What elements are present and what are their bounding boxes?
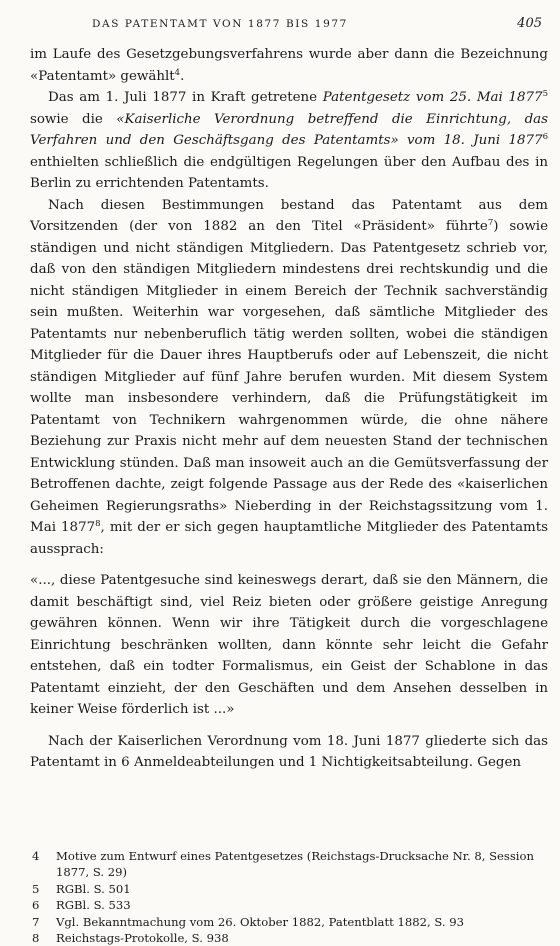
block-quote: «..., diese Patentgesuche sind keineswegs derart, daß sie den Männern, die damit beschäftigt sind, viel Reiz bieten oder größere geistige Anregung gewähren können. Wenn wir ihre Tätigkeit durch die vorgeschlagene Einrichtung beschränken wollten, dann könnte sehr leicht die Gefahr entstehen, daß ein todter Formalismus, ein Geist der Schablone in das Patentamt einzieht, der den Geschäften und dem Ansehen desselben in keiner Weise förderlich ist ...» (30, 573, 548, 717)
decree-title: «Kaiserliche Verordnung betreffend die Einrichtung, das Verfahren und den Geschäftsgang des Patentamts» vom 18. Juni 1877 (30, 111, 548, 148)
paragraph-1 (30, 44, 548, 87)
footnote (30, 881, 548, 897)
footnote-number: 7 (32, 914, 40, 929)
footnote-ref-8: 8 (95, 519, 101, 529)
footnote (30, 848, 548, 881)
footnote (30, 914, 548, 930)
paragraph-2-text-b: sowie die (30, 111, 117, 127)
footnote-number: 5 (32, 881, 40, 896)
body-text (30, 44, 548, 774)
paragraph-2-text-a: Das am 1. Juli 1877 in Kraft getretene (48, 90, 323, 105)
footnote-number: 8 (32, 931, 40, 946)
footnote-ref-7: 7 (487, 218, 494, 228)
paragraph-3 (30, 195, 548, 561)
footnote-number: 6 (32, 898, 40, 913)
running-head: DAS PATENTAMT VON 1877 BIS 1977 (92, 18, 348, 30)
patent-law-title: Patentgesetz vom 25. Mai 1877 (322, 90, 543, 105)
paragraph-1-end: . (180, 68, 185, 84)
paragraph-3-text-c: , mit der er sich gegen hauptamtliche Mitglieder des Patentamts aussprach: (30, 520, 549, 557)
paragraph-3-text-a: Nach diesen Bestimmungen bestand das Patentamt aus dem Vorsitzenden (der von 1882 an den Titel «Präsident» führte (30, 197, 548, 234)
footnote-ref-4: 4 (174, 67, 181, 78)
footnote-text: RGBl. S. 533 (56, 898, 131, 913)
page-header (0, 18, 560, 38)
footnote-text: Motive zum Entwurf eines Patentgesetzes (Reichstags-Drucksache Nr. 8, Session 1877, S. 29) (56, 849, 534, 880)
paragraph-4: Nach der Kaiserlichen Verordnung vom 18. Juni 1877 gliederte sich das Patentamt in 6 Anmeldeabteilungen und 1 Nichtigkeitsabteilung. Gegen (30, 733, 548, 770)
paragraph-2 (30, 87, 548, 195)
footnote-text: Vgl. Bekanntmachung vom 26. Oktober 1882, Patentblatt 1882, S. 93 (56, 914, 464, 929)
footnote-ref-5: 5 (542, 89, 548, 99)
footnote-text: RGBl. S. 501 (56, 881, 131, 896)
footnote (30, 930, 548, 946)
footnote-ref-6: 6 (542, 132, 548, 142)
footnote (30, 897, 548, 913)
page-number: 405 (517, 16, 542, 31)
paragraph-3-text-b: ) sowie ständigen und nicht ständigen Mitgliedern. Das Patentgesetz schrieb vor, daß von den ständigen Mitgliedern mindestens drei rechtskundig und die nicht ständigen Mitglieder in einem Bereich der Technik sachverständig sein mußten. Weiterhin war vorgesehen, daß sämtliche Mitglieder des Patentamts nur nebenberuflich tätig werden sollten, wobei die ständigen Mitglieder für die Dauer ihres Hauptberufs oder auf Lebenszeit, die nicht ständigen Mitglieder auf fünf Jahre berufen wurden. Mit diesem System wollte man insbesondere verhindern, daß die Prüfungstätigkeit im Patentamt von Technikern wahrgenommen würde, die ohne nähere Beziehung zur Praxis nicht mehr auf dem neuesten Stand der technischen Entwicklung stünden. Daß man insoweit auch an die Gemütsverfassung der Betroffenen dachte, zeigt folgende Passage aus der Rede des «kaiserlichen Geheimen Regierungsraths» Nieberding in der Reichstagssitzung vom 1. Mai 1877 (30, 219, 548, 535)
footnotes (30, 848, 548, 946)
paragraph-2-text-c: enthielten schließlich die endgültigen Regelungen über den Aufbau des in Berlin zu errichtenden Patentamts. (30, 154, 548, 191)
footnote-text: Reichstags-Protokolle, S. 938 (56, 931, 229, 946)
paragraph-1-text: im Laufe des Gesetzgebungsverfahrens wurde aber dann die Bezeichnung «Patentamt» gewählt (30, 47, 548, 84)
footnote-number: 4 (32, 849, 40, 863)
